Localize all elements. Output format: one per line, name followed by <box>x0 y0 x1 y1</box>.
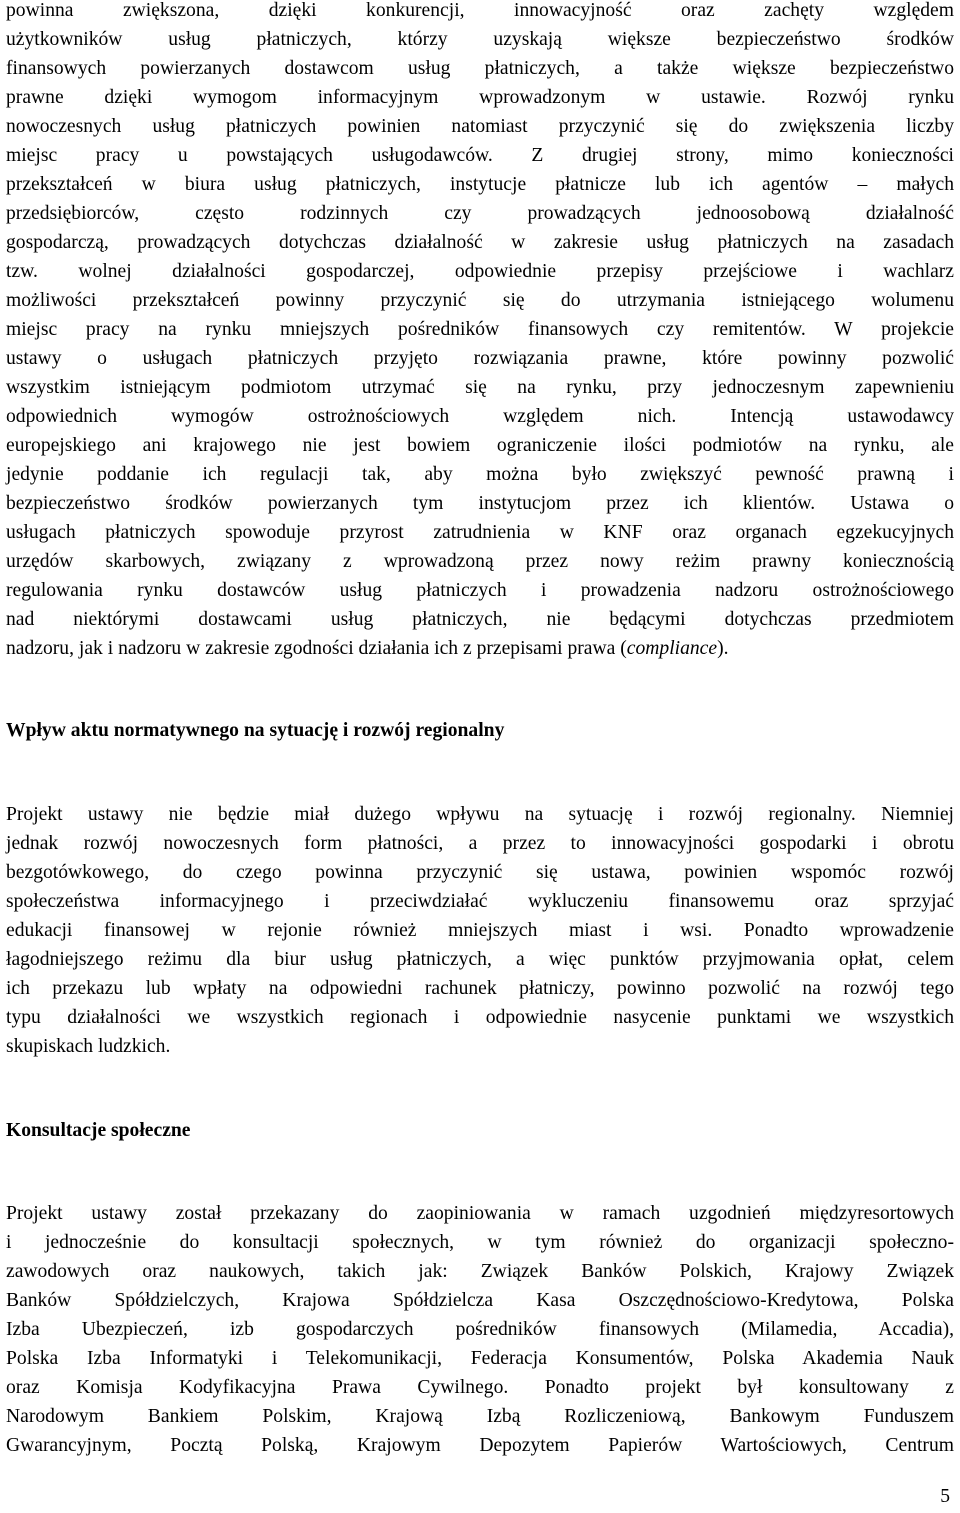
text-line: i jednocześnie do konsultacji społecznych, w tym również do organizacji społeczno- <box>6 1232 954 1253</box>
text-line: zawodowych oraz naukowych, takich jak: Związek Banków Polskich, Krajowy Związek <box>6 1261 954 1282</box>
text-line: tzw. wolnej działalności gospodarczej, odpowiednie przepisy przejściowe i wachlarz <box>6 261 954 282</box>
text-line: bezpieczeństwo środków powierzanych tym instytucjom przez ich klientów. Ustawa o <box>6 493 954 514</box>
text-line: usługach płatniczych spowoduje przyrost zatrudnienia w KNF oraz organach egzekucyjnych <box>6 522 954 543</box>
document-page <box>6 0 954 1513</box>
text-line: Gwarancyjnym, Pocztą Polską, Krajowym Depozytem Papierów Wartościowych, Centrum <box>6 1435 954 1456</box>
text-line-last: skupiskach ludzkich. <box>6 1036 171 1057</box>
text-line: ich przekazu lub wpłaty na odpowiedni rachunek płatniczy, powinno pozwolić na rozwój tego <box>6 978 954 999</box>
text-line: miejsc pracy na rynku mniejszych pośredników finansowych czy remitentów. W projekcie <box>6 319 954 340</box>
text-line: Polska Izba Informatyki i Telekomunikacji, Federacja Konsumentów, Polska Akademia Nauk <box>6 1348 954 1369</box>
text-line: użytkowników usług płatniczych, którzy uzyskają większe bezpieczeństwo środków <box>6 29 954 50</box>
paragraph-regional-impact <box>6 800 954 1061</box>
text-line: europejskiego ani krajowego nie jest bowiem ograniczenie ilości podmiotów na rynku, ale <box>6 435 954 456</box>
text-line: Projekt ustawy został przekazany do zaopiniowania w ramach uzgodnień międzyresortowych <box>6 1203 954 1224</box>
text-line: finansowych powierzanych dostawcom usług płatniczych, a także większe bezpieczeństwo <box>6 58 954 79</box>
text-line: jednak rozwój nowoczesnych form płatności, a przez to innowacyjności gospodarki i obrotu <box>6 833 954 854</box>
text-line: regulowania rynku dostawców usług płatniczych i prowadzenia nadzoru ostrożnościowego <box>6 580 954 601</box>
text-line: przedsiębiorców, często rodzinnych czy prowadzących jednoosobową działalność <box>6 203 954 224</box>
text-line: bezgotówkowego, do czego powinna przyczynić się ustawa, powinien wspomóc rozwój <box>6 862 954 883</box>
text-segment: nadzoru, jak i nadzoru w zakresie zgodności działania ich z przepisami prawa ( <box>6 638 627 659</box>
text-line: miejsc pracy u powstających usługodawców. Z drugiej strony, mimo konieczności <box>6 145 954 166</box>
text-line: Izba Ubezpieczeń, izb gospodarczych pośredników finansowych (Milamedia, Accadia), <box>6 1319 954 1340</box>
text-line: odpowiednich wymogów ostrożnościowych względem nich. Intencją ustawodawcy <box>6 406 954 427</box>
text-line: możliwości przekształceń powinny przyczynić się do utrzymania istniejącego wolumenu <box>6 290 954 311</box>
text-line: oraz Komisja Kodyfikacyjna Prawa Cywilnego. Ponadto projekt był konsultowany z <box>6 1377 954 1398</box>
text-line: Banków Spółdzielczych, Krajowa Spółdzielcza Kasa Oszczędnościowo-Kredytowa, Polska <box>6 1290 954 1311</box>
text-line: nad niektórymi dostawcami usług płatniczych, nie będącymi dotychczas przedmiotem <box>6 609 954 630</box>
text-line: gospodarczą, prowadzących dotychczas działalność w zakresie usług płatniczych na zasadach <box>6 232 954 253</box>
text-segment: ). <box>717 638 729 659</box>
section-heading-consultations: Konsultacje społeczne <box>6 1120 191 1141</box>
text-line: prawne dzięki wymogom informacyjnym wprowadzonym w ustawie. Rozwój rynku <box>6 87 954 108</box>
text-line: łagodniejszego reżimu dla biur usług płatniczych, a więc punktów przyjmowania opłat, celem <box>6 949 954 970</box>
text-line: Projekt ustawy nie będzie miał dużego wpływu na sytuację i rozwój regionalny. Niemniej <box>6 804 954 825</box>
text-line: wszystkim istniejącym podmiotom utrzymać się na rynku, przy jednoczesnym zapewnieniu <box>6 377 954 398</box>
text-line: społeczeństwa informacyjnego i przeciwdziałać wykluczeniu finansowemu oraz sprzyjać <box>6 891 954 912</box>
italic-term: compliance <box>626 638 718 659</box>
text-line: powinna zwiększona, dzięki konkurencji, innowacyjność oraz zachęty względem <box>6 0 954 21</box>
text-line: przekształceń w biura usług płatniczych, instytucje płatnicze lub ich agentów – małych <box>6 174 954 195</box>
text-line-last <box>6 634 954 663</box>
text-line: Narodowym Bankiem Polskim, Krajową Izbą Rozliczeniową, Bankowym Funduszem <box>6 1406 954 1427</box>
text-line: jedynie poddanie ich regulacji tak, aby można było zwiększyć pewność prawną i <box>6 464 954 485</box>
page-number: 5 <box>940 1486 950 1507</box>
text-line: urzędów skarbowych, związany z wprowadzoną przez nowy reżim prawny koniecznością <box>6 551 954 572</box>
text-line: nowoczesnych usług płatniczych powinien natomiast przyczynić się do zwiększenia liczby <box>6 116 954 137</box>
text-line: typu działalności we wszystkich regionach i odpowiednie nasycenie punktami we wszystkich <box>6 1007 954 1028</box>
section-heading-regional: Wpływ aktu normatywnego na sytuację i rozwój regionalny <box>6 720 505 741</box>
text-line: ustawy o usługach płatniczych przyjęto rozwiązania prawne, które powinny pozwolić <box>6 348 954 369</box>
paragraph-consultations <box>6 1199 954 1460</box>
paragraph-impact-labor-market <box>6 0 954 663</box>
text-line: edukacji finansowej w rejonie również mniejszych miast i wsi. Ponadto wprowadzenie <box>6 920 954 941</box>
